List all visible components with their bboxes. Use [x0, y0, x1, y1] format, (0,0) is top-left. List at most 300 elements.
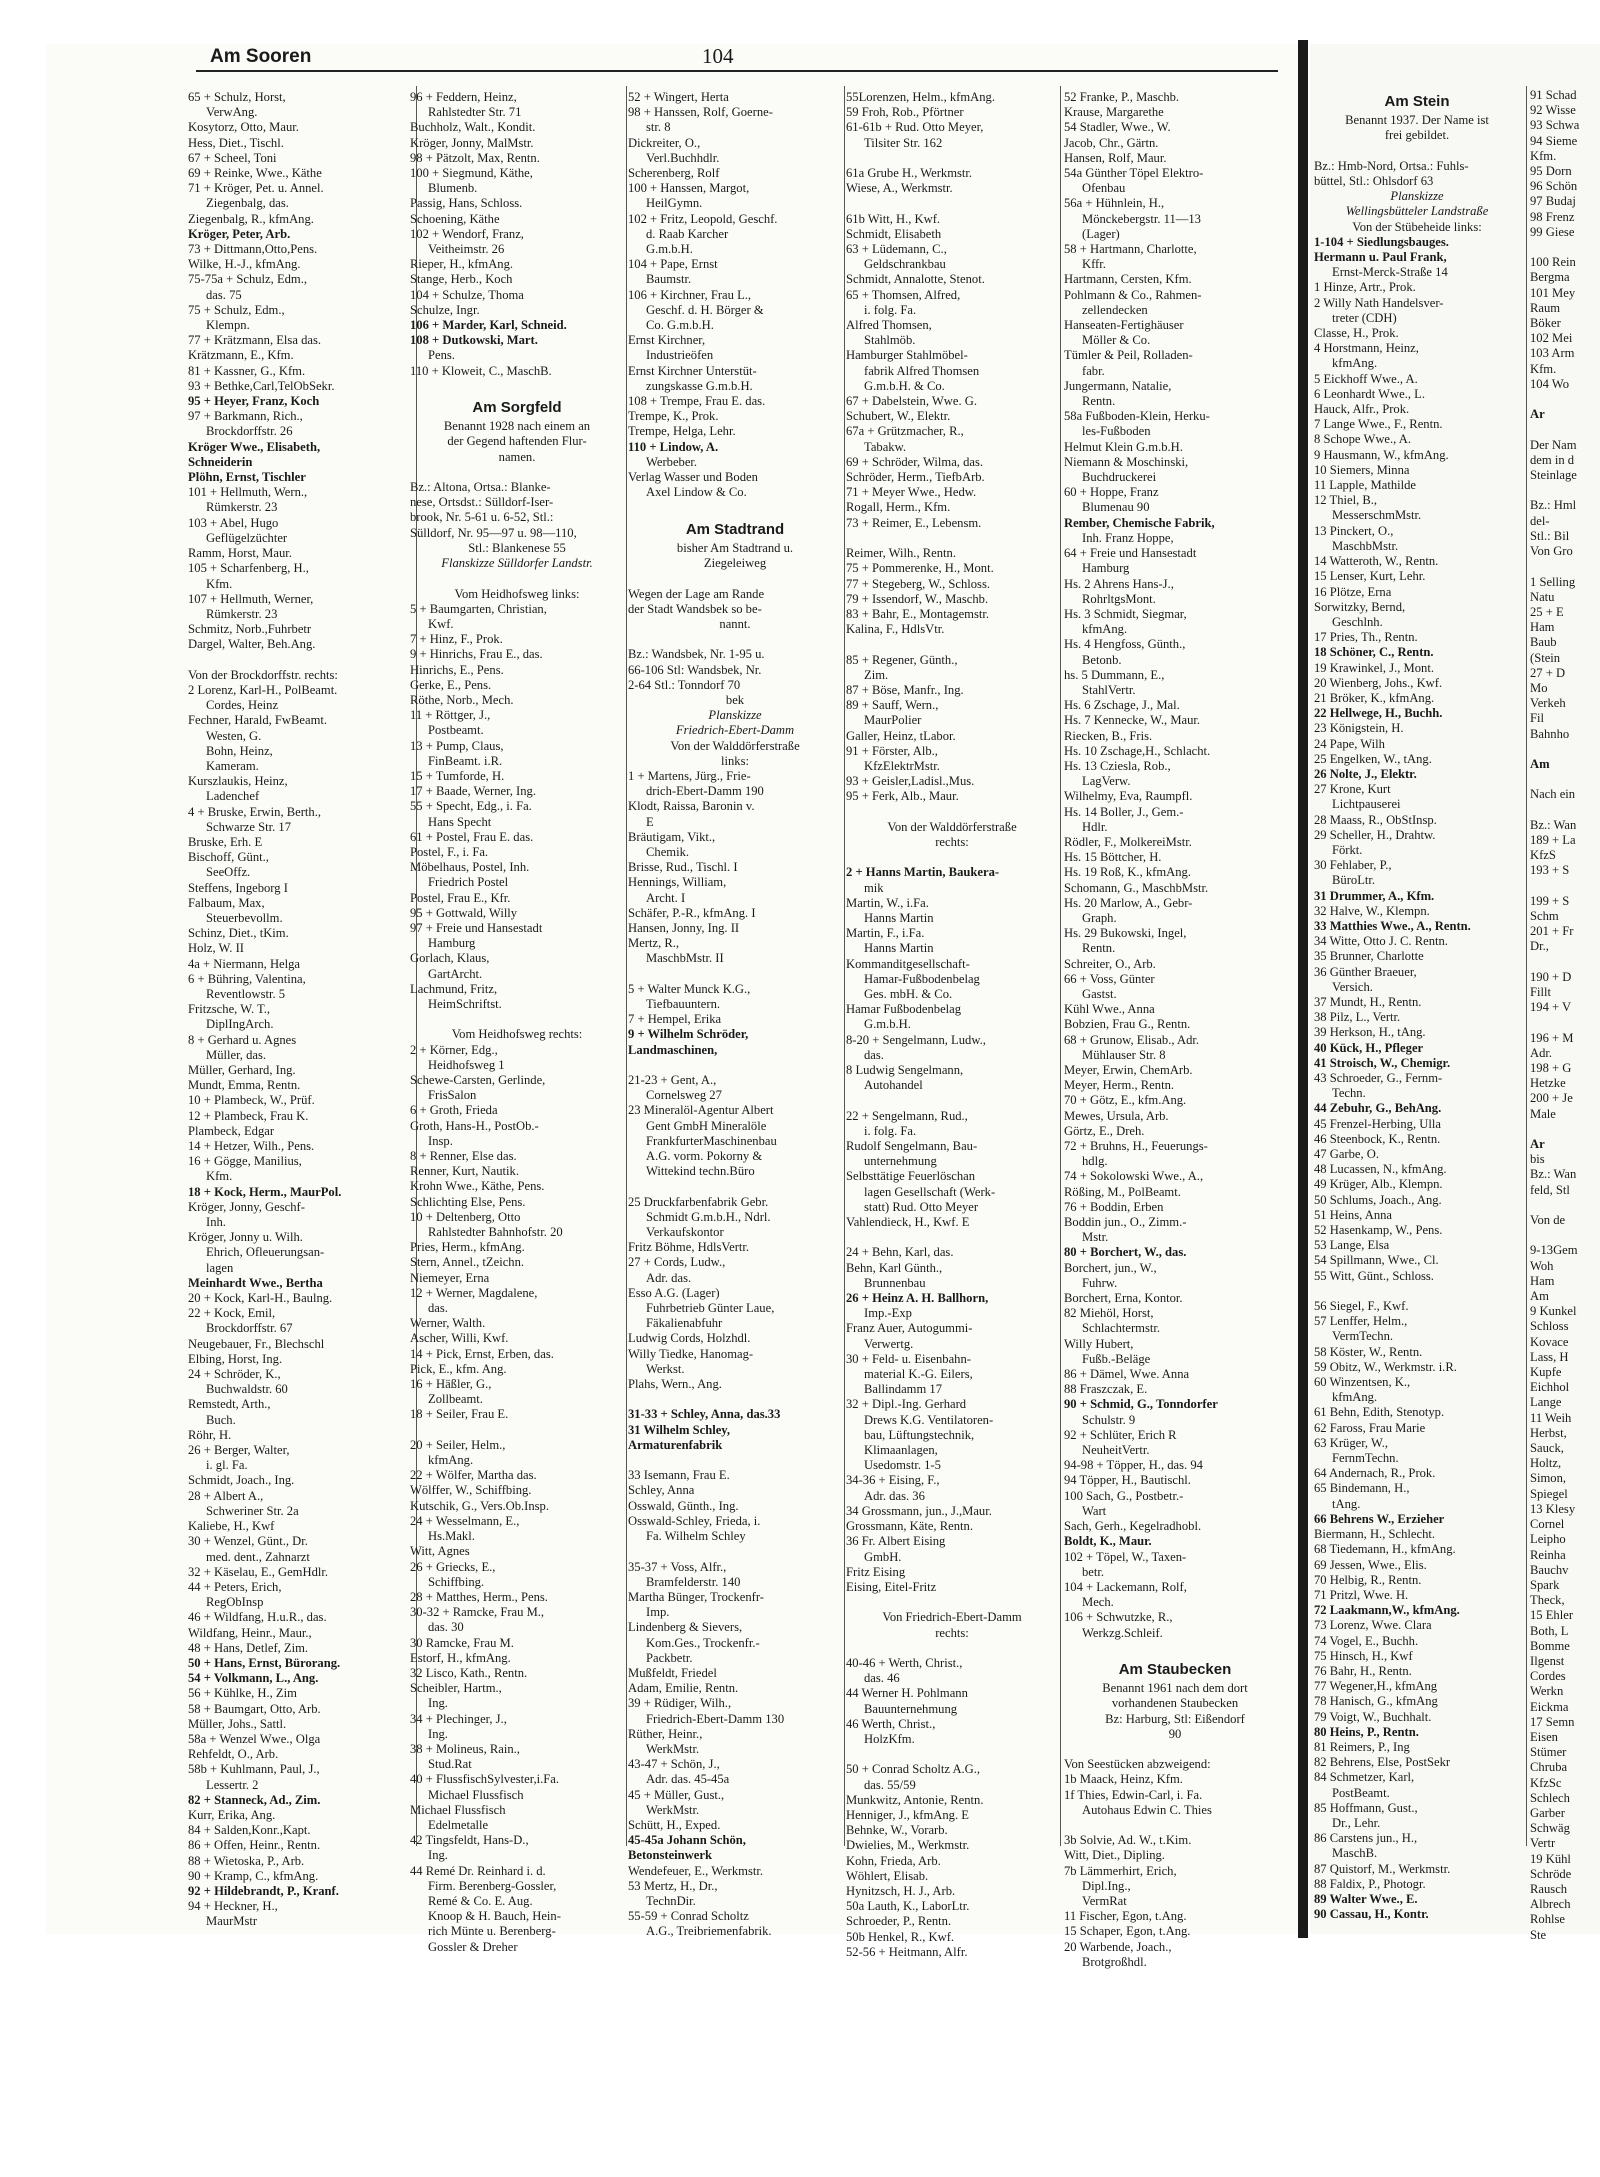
directory-entry: Schubert, W., Elektr.	[846, 409, 951, 424]
directory-entry: Bz.: Hmb-Nord, Ortsa.: Fuhls-	[1314, 158, 1469, 173]
directory-entry: Schiffbing.	[428, 1574, 485, 1589]
directory-entry: 95 + Heyer, Franz, Koch	[188, 394, 320, 409]
directory-entry: links:	[721, 753, 749, 768]
directory-entry: 96 + Feddern, Heinz,	[410, 90, 517, 104]
directory-entry: 91 + Förster, Alb.,	[846, 743, 938, 758]
directory-entry: 15 Schaper, Egon, t.Ang.	[1064, 1924, 1191, 1939]
directory-entry: 67 + Dabelstein, Wwe. G.	[846, 394, 978, 409]
directory-entry: Hamburger Stahlmöbel-	[846, 348, 968, 363]
directory-entry: 33 Isemann, Frau E.	[628, 1468, 730, 1483]
directory-entry: 35-37 + Voss, Alfr.,	[628, 1559, 727, 1574]
directory-entry: 28 + Matthes, Herm., Pens.	[410, 1589, 548, 1604]
directory-entry: Benannt 1937. Der Name ist	[1345, 113, 1489, 128]
directory-entry: Garber	[1530, 1805, 1565, 1820]
directory-entry: Eickma	[1530, 1699, 1569, 1714]
directory-entry: 25 Druckfarbenfabrik Gebr.	[628, 1194, 769, 1209]
directory-entry: bis	[1530, 1152, 1545, 1167]
directory-entry: 63 Krüger, W.,	[1314, 1435, 1388, 1450]
directory-entry: Hanns Martin	[864, 910, 934, 925]
directory-entry: Planskizze	[1390, 189, 1444, 204]
directory-entry: 80 + Borchert, W., das.	[1064, 1245, 1187, 1260]
directory-entry: Bz: Harburg, Stl: Eißendorf	[1105, 1711, 1245, 1726]
directory-entry: SeeOffz.	[206, 865, 251, 880]
directory-entry: Ing.	[428, 1696, 448, 1711]
directory-entry: 17 Semn	[1530, 1714, 1575, 1729]
directory-entry: Friedrich-Ebert-Damm 130	[646, 1711, 785, 1726]
directory-entry: Geschf. d. H. Börger &	[646, 302, 764, 317]
directory-entry: Remstedt, Arth.,	[188, 1397, 271, 1412]
directory-entry: HolzKfm.	[864, 1731, 915, 1746]
directory-entry: Schomann, G., MaschbMstr.	[1064, 880, 1209, 895]
directory-entry: Hansen, Rolf, Maur.	[1064, 150, 1167, 165]
directory-entry: (Lager)	[1082, 226, 1120, 241]
directory-entry: 51 Heins, Anna	[1314, 1207, 1393, 1222]
directory-entry: 189 + La	[1530, 832, 1576, 847]
directory-entry: 87 + Böse, Manfr., Ing.	[846, 682, 964, 697]
directory-entry: 107 + Hellmuth, Werner,	[188, 591, 314, 606]
directory-entry: Schewe-Carsten, Gerlinde,	[410, 1073, 546, 1087]
directory-entry: 47 Garbe, O.	[1314, 1147, 1380, 1162]
directory-entry: Müller, Johs., Sattl.	[188, 1716, 287, 1731]
directory-entry: 67 + Scheel, Toni	[188, 150, 277, 165]
directory-entry: Falbaum, Max,	[188, 895, 265, 910]
directory-entry: 40-46 + Werth, Christ.,	[846, 1655, 963, 1670]
directory-entry: 2 Lorenz, Karl-H., PolBeamt.	[188, 682, 338, 697]
directory-entry: 26 + Griecks, E.,	[410, 1559, 496, 1574]
directory-entry: 3b Solvie, Ad. W., t.Kim.	[1064, 1833, 1192, 1848]
directory-entry: Edelmetalle	[428, 1817, 489, 1832]
directory-entry: Betonsteinwerk	[628, 1848, 712, 1863]
directory-entry: Alfred Thomsen,	[846, 318, 932, 333]
directory-entry: Rödler, F., MolkereiMstr.	[1064, 834, 1192, 849]
directory-entry: 48 Lucassen, N., kfmAng.	[1314, 1162, 1447, 1177]
directory-entry: Hamar Fußbodenbelag	[846, 1002, 962, 1017]
directory-entry	[846, 531, 1058, 546]
directory-entry: Reinha	[1530, 1547, 1566, 1562]
directory-entry: med. dent., Zahnarzt	[206, 1549, 310, 1564]
directory-entry: Stümer	[1530, 1745, 1567, 1760]
directory-entry: 97 + Freie und Hansestadt	[410, 920, 543, 935]
directory-entry: E	[646, 814, 654, 829]
directory-entry: hdlg.	[1082, 1154, 1108, 1169]
directory-entry: Rahlstedter Str. 71	[428, 105, 522, 120]
directory-entry: Bobzien, Frau G., Rentn.	[1064, 1017, 1191, 1032]
directory-entry: Benannt 1928 nach einem an	[443, 419, 591, 434]
directory-entry: Rümkerstr. 23	[206, 606, 278, 621]
directory-entry: Eising, Eitel-Fritz	[846, 1579, 937, 1594]
directory-entry: 45 + Müller, Gust.,	[628, 1787, 725, 1802]
directory-entry: Techn.	[1332, 1086, 1366, 1101]
directory-entry: 30 Fehlaber, P.,	[1314, 858, 1392, 873]
directory-entry: 101 Mey	[1530, 285, 1576, 300]
directory-entry: Kfm.	[1530, 148, 1557, 163]
directory-entry: Behnke, W., Vorarb.	[846, 1823, 948, 1838]
directory-entry: Kupfe	[1530, 1365, 1562, 1380]
directory-entry: fabrik Alfred Thomsen	[864, 363, 980, 378]
directory-entry	[1530, 742, 1600, 757]
directory-entry: 103 Arm	[1530, 346, 1575, 361]
directory-entry: Westen, G.	[206, 728, 262, 743]
directory-entry: 106 + Marder, Karl, Schneid.	[410, 318, 567, 333]
directory-entry: Von de	[1530, 1213, 1566, 1228]
directory-entry: 88 Fraszczak, E.	[1064, 1382, 1148, 1397]
directory-entry	[628, 571, 842, 586]
directory-entry: FrisSalon	[428, 1088, 477, 1103]
column-divider	[1526, 86, 1527, 1846]
directory-entry: 102 + Töpel, W., Taxen-	[1064, 1549, 1187, 1564]
directory-entry	[1064, 1742, 1286, 1757]
directory-entry: 90 Cassau, H., Kontr.	[1314, 1907, 1429, 1922]
directory-entry: 86 Carstens jun., H.,	[1314, 1831, 1418, 1846]
directory-entry: Ofenbau	[1082, 181, 1126, 196]
directory-entry: Werner, Walth.	[410, 1316, 486, 1331]
directory-entry: Armaturenfabrik	[628, 1437, 723, 1452]
directory-entry: Eichhol	[1530, 1380, 1570, 1395]
directory-entry: Postel, Frau E., Kfr.	[410, 890, 511, 905]
directory-entry: MaschbMstr. II	[646, 951, 724, 966]
directory-entry: Lachmund, Fritz,	[410, 981, 498, 996]
directory-entry: Rümkerstr. 23	[206, 500, 278, 515]
directory-entry: Schlech	[1530, 1790, 1570, 1805]
directory-entry: Spiegel	[1530, 1486, 1568, 1501]
directory-entry: 58b + Kuhlmann, Paul, J.,	[188, 1762, 320, 1777]
directory-entry: Brunnenbau	[864, 1275, 926, 1290]
directory-entry: DiplIngArch.	[206, 1017, 274, 1032]
directory-entry: betr.	[1082, 1564, 1105, 1579]
directory-entry: mik	[864, 880, 884, 895]
directory-entry	[846, 151, 1058, 166]
directory-entry: 16 + Häßler, G.,	[410, 1377, 492, 1392]
directory-entry: 42 Tingsfeldt, Hans-D.,	[410, 1833, 529, 1848]
directory-entry: Lichtpauserei	[1332, 797, 1401, 812]
directory-entry: Bz.: Wan	[1530, 1167, 1577, 1182]
directory-entry: kfmAng.	[1332, 1390, 1378, 1405]
directory-entry: 65 Bindemann, H.,	[1314, 1481, 1410, 1496]
directory-entry: das. 55/59	[864, 1777, 916, 1792]
directory-entry: Werkst.	[646, 1361, 685, 1376]
directory-entry: vorhandenen Staubecken	[1111, 1696, 1239, 1711]
directory-entry: Ar	[1530, 1137, 1545, 1152]
directory-entry: GmbH.	[864, 1549, 902, 1564]
directory-entry	[410, 1012, 624, 1027]
directory-entry: Kröger, Peter, Arb.	[188, 226, 291, 241]
directory-entry: Schm	[1530, 908, 1559, 923]
directory-entry: 55 Witt, Günt., Schloss.	[1314, 1268, 1434, 1283]
directory-entry: Autohaus Edwin C. Thies	[1082, 1802, 1212, 1817]
directory-entry: Jacob, Chr., Gärtn.	[1064, 135, 1159, 150]
directory-entry: 196 + M	[1530, 1030, 1574, 1045]
directory-entry: Holtz,	[1530, 1456, 1562, 1471]
directory-entry: 54 Stadler, Wwe., W.	[1064, 120, 1171, 135]
directory-entry: Brockdorffstr. 26	[206, 424, 293, 439]
directory-entry: Ing.	[428, 1726, 448, 1741]
directory-entry: 60 Winzentsen, K.,	[1314, 1375, 1411, 1390]
directory-entry: Friedrich Postel	[428, 875, 509, 890]
directory-entry	[846, 196, 1058, 211]
directory-entry: FrankfurterMaschinenbau	[646, 1133, 777, 1148]
directory-entry: Dr., Lehr.	[1332, 1815, 1381, 1830]
directory-entry: Ramm, Horst, Maur.	[188, 546, 292, 561]
directory-entry: 30 + Wenzel, Günt., Dr.	[188, 1534, 308, 1549]
directory-entry: Albrech	[1530, 1897, 1571, 1912]
directory-entry: Baub	[1530, 635, 1557, 650]
directory-entry: Scherenberg, Rolf	[628, 166, 720, 181]
directory-entry: brook, Nr. 5-61 u. 6-52, Stl.:	[410, 510, 554, 525]
directory-entry: 34 Grossmann, jun., J.,Maur.	[846, 1503, 992, 1518]
directory-entry: 43-47 + Schön, J.,	[628, 1757, 720, 1772]
directory-entry: 106 + Kirchner, Frau L.,	[628, 287, 752, 302]
directory-entry: Reimer, Wilh., Rentn.	[846, 546, 956, 561]
column-divider	[1060, 86, 1061, 1846]
directory-entry: Rudolf Sengelmann, Bau-	[846, 1139, 978, 1154]
directory-entry: 56 + Kühlke, H., Zim	[188, 1686, 297, 1701]
directory-entry: Am	[1530, 756, 1550, 771]
directory-entry: Neugebauer, Fr., Blechschl	[188, 1336, 325, 1351]
directory-entry: 10 + Plambeck, W., Prüf.	[188, 1093, 315, 1108]
directory-entry: 15 Lenser, Kurt, Lehr.	[1314, 569, 1426, 584]
directory-entry: 84 Schmetzer, Karl,	[1314, 1770, 1415, 1785]
directory-entry: 201 + Fr	[1530, 924, 1574, 939]
directory-entry: 198 + G	[1530, 1061, 1572, 1075]
directory-entry: Von der Walddörferstraße	[887, 819, 1017, 834]
directory-entry: 74 Vogel, E., Buchh.	[1314, 1633, 1419, 1648]
directory-entry: Bergma	[1530, 270, 1570, 285]
directory-entry: Heidhofsweg 1	[428, 1057, 505, 1072]
directory-entry: Betonb.	[1082, 652, 1122, 667]
directory-entry: Schinz, Diet., tKim.	[188, 926, 289, 941]
directory-entry: 80 Heins, P., Rentn.	[1314, 1724, 1419, 1739]
directory-entry: 38 Pilz, L., Vertr.	[1314, 1010, 1401, 1025]
directory-entry: Wittekind techn.Büro	[646, 1164, 755, 1179]
directory-entry: Ernst Kirchner Unterstüt-	[628, 363, 757, 378]
directory-entry: 108 + Dutkowski, Mart.	[410, 333, 538, 348]
directory-entry: Schlachtermstr.	[1082, 1321, 1160, 1336]
directory-entry: 61a Grube H., Werkmstr.	[846, 166, 973, 181]
directory-entry: 84 + Salden,Konr.,Kapt.	[188, 1823, 311, 1838]
directory-entry: Mühlauser Str. 8	[1082, 1047, 1166, 1062]
directory-entry: Lange	[1530, 1395, 1562, 1410]
directory-entry: Klempn.	[206, 318, 250, 333]
directory-entry: Schulstr. 9	[1082, 1412, 1136, 1427]
directory-entry: Plahs, Wern., Ang.	[628, 1377, 722, 1392]
directory-entry: 4 + Bruske, Erwin, Berth.,	[188, 804, 322, 819]
directory-entry: Leipho	[1530, 1532, 1566, 1547]
directory-entry: 102 + Fritz, Leopold, Geschf.	[628, 211, 778, 226]
directory-entry: Sülldorf, Nr. 95—97 u. 98—110,	[410, 525, 577, 540]
directory-entry	[628, 967, 842, 982]
directory-entry: Ar	[1530, 407, 1545, 422]
directory-entry: Biermann, H., Schlecht.	[1314, 1527, 1436, 1542]
directory-entry: KfzElektrMstr.	[864, 758, 940, 773]
directory-entry: Schreiter, O., Arb.	[1064, 956, 1156, 971]
directory-entry: 23 Mineralöl-Agentur Albert	[628, 1103, 774, 1118]
directory-entry: Adam, Emilie, Rentn.	[628, 1681, 739, 1696]
directory-entry: Pohlmann & Co., Rahmen-	[1064, 287, 1202, 302]
directory-entry: Hess, Diet., Tischl.	[188, 135, 284, 150]
directory-entry: Bz.: Wan	[1530, 817, 1577, 832]
directory-entry: 9 + Wilhelm Schröder,	[628, 1027, 749, 1042]
directory-entry: Witt, Agnes	[410, 1544, 470, 1559]
directory-entry: Niemann & Moschinski,	[1064, 454, 1189, 469]
directory-entry: frei gebildet.	[1384, 128, 1450, 143]
directory-entry: Rößing, M., PolBeamt.	[1064, 1184, 1181, 1199]
directory-entry: VermRat	[1082, 1893, 1127, 1908]
directory-entry: 27 + D	[1530, 665, 1566, 680]
directory-entry: Wart	[1082, 1503, 1107, 1518]
directory-entry: Kwf.	[428, 616, 454, 631]
directory-entry: Helmut Klein G.m.b.H.	[1064, 439, 1183, 454]
directory-entry: 33 Matthies Wwe., A., Rentn.	[1314, 918, 1471, 933]
directory-entry: Bz.: Wandsbek, Nr. 1-95 u.	[628, 647, 765, 662]
directory-entry: Rentn.	[1082, 941, 1116, 956]
directory-entry: Von der Brockdorffstr. rechts:	[188, 667, 338, 682]
directory-entry: 69 + Schröder, Wilma, das.	[846, 454, 984, 469]
directory-entry: Estorf, H., kfmAng.	[410, 1650, 511, 1665]
directory-entry: Veitheimstr. 26	[428, 242, 505, 257]
directory-entry: 34 + Plechinger, J.,	[410, 1711, 507, 1726]
directory-entry: 31 Wilhelm Schley,	[628, 1422, 731, 1437]
directory-entry: 1b Maack, Heinz, Kfm.	[1064, 1772, 1183, 1787]
directory-entry: 14 + Pick, Ernst, Erben, das.	[410, 1346, 554, 1361]
directory-entry: 78 Hanisch, G., kfmAng	[1314, 1694, 1438, 1709]
directory-entry: Stl.: Blankenese 55	[468, 540, 566, 555]
directory-entry: Dargel, Walter, Beh.Ang.	[188, 637, 316, 652]
directory-entry: Stud.Rat	[428, 1757, 472, 1772]
directory-entry: 53 Mertz, H., Dr.,	[628, 1878, 718, 1893]
directory-entry: Vom Heidhofsweg links:	[454, 586, 580, 601]
directory-entry: 41 Stroisch, W., Chemigr.	[1314, 1055, 1451, 1070]
directory-entry: G.m.b.H. & Co.	[864, 378, 945, 393]
header-rule	[196, 70, 1278, 72]
directory-entry: 50b Henkel, R., Kwf.	[846, 1929, 955, 1944]
directory-entry: 32 + Dipl.-Ing. Gerhard	[846, 1397, 967, 1412]
directory-entry: Borchert, jun., W.,	[1064, 1260, 1157, 1275]
directory-entry	[846, 1093, 1058, 1108]
directory-entry: Jungermann, Natalie,	[1064, 378, 1172, 393]
directory-entry: Fußb.-Beläge	[1082, 1351, 1151, 1366]
directory-entry: les-Fußboden	[1082, 424, 1151, 439]
directory-entry: Hans Specht	[428, 814, 492, 829]
directory-entry: Archt. I	[646, 890, 686, 905]
directory-entry: Schlichting Else, Pens.	[410, 1194, 526, 1209]
directory-entry: 59 Froh, Rob., Pförtner	[846, 105, 964, 120]
directory-entry: 27 + Cords, Ludw.,	[628, 1255, 726, 1270]
directory-entry: 16 + Gögge, Manilius,	[188, 1154, 302, 1169]
directory-entry	[410, 1423, 624, 1438]
directory-entry: Brisse, Rud., Tischl. I	[628, 860, 738, 875]
directory-entry	[1530, 1015, 1600, 1030]
directory-entry	[1530, 772, 1600, 787]
directory-entry: kfmAng.	[1082, 622, 1128, 637]
directory-entry: 20 + Kock, Karl-H., Baulng.	[188, 1291, 333, 1306]
directory-entry	[846, 850, 1058, 865]
directory-entry: Hynitzsch, H. J., Arb.	[846, 1883, 956, 1898]
directory-entry: Ballindamm 17	[864, 1382, 943, 1397]
directory-entry	[1530, 1198, 1600, 1213]
directory-entry: 46 + Wildfang, H.u.R., das.	[188, 1610, 327, 1625]
directory-entry: Geschlnh.	[1332, 614, 1383, 629]
directory-entry: 73 + Dittmann,Otto,Pens.	[188, 242, 318, 257]
directory-entry: 36 Günther Braeuer,	[1314, 964, 1417, 979]
directory-entry: Fillt	[1530, 984, 1551, 999]
directory-entry: 199 + S	[1530, 893, 1570, 908]
directory-entry: 99 Giese	[1530, 224, 1575, 239]
directory-entry: Firm. Berenberg-Gossler,	[428, 1878, 557, 1893]
directory-column-6	[1314, 88, 1520, 1922]
directory-entry: Klimaanlagen,	[864, 1443, 938, 1458]
directory-entry: 10 Siemers, Minna	[1314, 462, 1410, 477]
directory-entry	[1530, 422, 1600, 437]
directory-entry	[628, 1453, 842, 1468]
directory-entry: 28 + Albert A.,	[188, 1488, 264, 1503]
directory-entry: d. Raab Karcher	[646, 226, 729, 241]
directory-entry: 50 + Conrad Scholtz A.G.,	[846, 1762, 981, 1777]
directory-entry: rechts:	[935, 1625, 969, 1640]
directory-entry: 2-64 Stl.: Tonndorf 70	[628, 677, 741, 692]
directory-entry: 9 + Hinrichs, Frau E., das.	[410, 647, 543, 662]
directory-entry: Both, L	[1530, 1623, 1569, 1638]
directory-entry: Verlag Wasser und Boden	[628, 470, 758, 485]
directory-entry: Eisen	[1530, 1729, 1558, 1744]
directory-entry: 83 + Bahr, E., Montagemstr.	[846, 606, 990, 621]
directory-entry	[846, 637, 1058, 652]
directory-entry: Krätzmann, E., Kfm.	[188, 348, 294, 363]
directory-entry: Geldschrankbau	[864, 257, 946, 272]
directory-entry: Elbing, Horst, Ing.	[188, 1351, 283, 1366]
directory-entry	[1530, 1122, 1600, 1137]
directory-entry: 103 + Abel, Hugo	[188, 515, 279, 530]
directory-entry: 8 + Gerhard u. Agnes	[188, 1032, 297, 1047]
directory-entry: 17 Pries, Th., Rentn.	[1314, 630, 1418, 645]
directory-entry: 81 Reimers, P., Ing	[1314, 1739, 1410, 1754]
directory-entry: Rember, Chemische Fabrik,	[1064, 515, 1215, 530]
directory-entry	[1530, 483, 1600, 498]
directory-entry: Fritzsche, W. T.,	[188, 1002, 271, 1017]
directory-entry: 90 + Schmid, G., Tonndorfer	[1064, 1397, 1218, 1412]
directory-entry: Tabakw.	[864, 439, 907, 454]
directory-entry	[628, 1392, 842, 1407]
directory-entry: RegObInsp	[206, 1595, 264, 1610]
directory-entry: 108 + Trempe, Frau E. das.	[628, 394, 766, 409]
directory-entry: Zollbeamt.	[428, 1392, 483, 1407]
directory-entry: Mußfeldt, Friedel	[628, 1665, 717, 1680]
directory-entry: Steinlage	[1530, 468, 1577, 483]
directory-entry	[1314, 1284, 1520, 1299]
directory-entry: das. 30	[428, 1620, 464, 1635]
directory-entry: statt) Rud. Otto Meyer	[864, 1199, 979, 1214]
directory-entry: 24 + Behn, Karl, das.	[846, 1245, 954, 1260]
directory-entry: Martin, W., i.Fa.	[846, 895, 929, 910]
directory-entry: A.G. vorm. Pokorny &	[646, 1149, 763, 1164]
directory-entry: Schütt, H., Exped.	[628, 1817, 721, 1832]
directory-entry: i. gl. Fa.	[206, 1458, 248, 1473]
directory-entry: 77 Wegener,H., kfmAng	[1314, 1679, 1438, 1694]
directory-entry: Meyer, Erwin, ChemArb.	[1064, 1063, 1193, 1077]
directory-entry: Brotgroßhdl.	[1082, 1954, 1147, 1969]
directory-entry	[628, 1058, 842, 1073]
directory-entry: 100 Rein	[1530, 255, 1576, 270]
directory-entry: 37 Mundt, H., Rentn.	[1314, 994, 1422, 1009]
directory-entry: Herbst,	[1530, 1425, 1567, 1440]
directory-entry: Kameram.	[206, 758, 259, 773]
directory-entry: 82 + Stanneck, Ad., Zim.	[188, 1792, 321, 1807]
directory-entry: Wellingsbütteler Landstraße	[1345, 204, 1489, 219]
directory-entry: 13 + Pump, Claus,	[410, 738, 504, 753]
directory-entry: 98 + Pätzolt, Max, Rentn.	[410, 150, 540, 165]
directory-entry: Röthe, Norb., Mech.	[410, 692, 514, 707]
directory-entry: Adr. das. 36	[864, 1488, 925, 1503]
directory-entry: Hs. 19 Roß, K., kfmAng.	[1064, 865, 1191, 880]
